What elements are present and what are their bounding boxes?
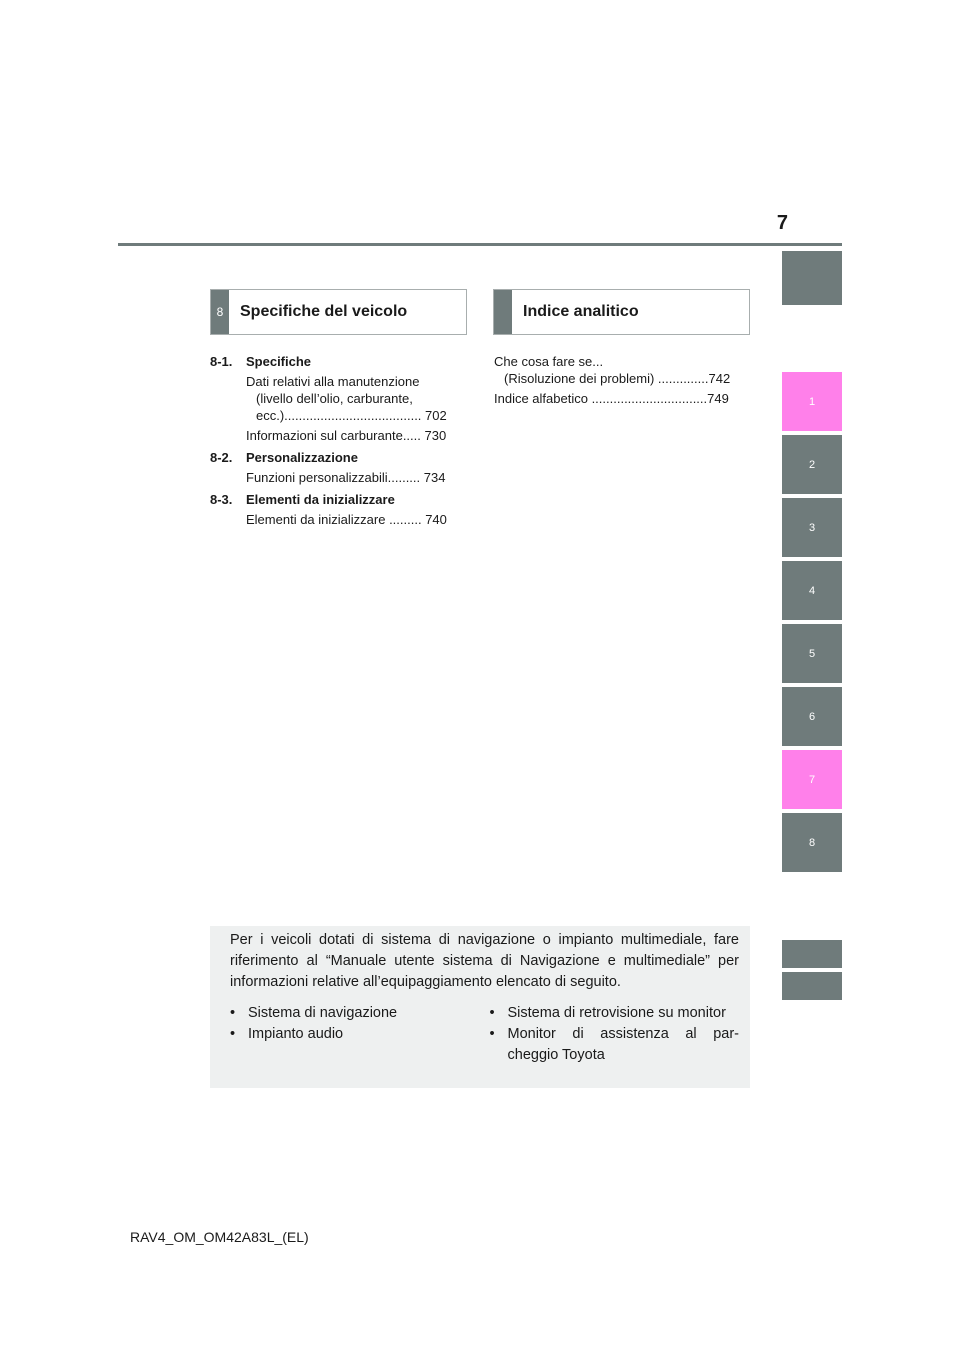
chapter-tab-label: 1 [808, 395, 816, 408]
chapter-tab-2[interactable] [782, 435, 842, 494]
toc-page-number: 749 [707, 391, 729, 406]
toc-entry-line[interactable]: Dati relativi alla manutenzione [246, 374, 420, 389]
chapter-tab-6[interactable] [782, 687, 842, 746]
chapter-tab-label: 6 [808, 710, 816, 723]
toc-entry-text: (Risoluzione dei problemi) [504, 371, 655, 386]
chapter-tab-3[interactable] [782, 498, 842, 557]
toc-chapter-8-3[interactable] [210, 491, 395, 508]
toc-entry-leader[interactable]: (Risoluzione dei problemi) ..............742 [504, 371, 731, 386]
list-item-text: Sistema di retrovisione su monitor [507, 1005, 726, 1021]
toc-page-number: 702 [425, 408, 447, 423]
chapter-title: Specifiche [246, 354, 312, 369]
toc-page-number: 740 [425, 512, 447, 527]
chapter-title: Elementi da inizializzare [246, 492, 395, 507]
note-intro-text: Per i veicoli dotati di sistema di navigazione o impianto multimediale, fare riferimento al “Manuale utente sistema di Navigazione e multimediale” per informazioni relative all’equipaggiamento elencato di seguito. [230, 932, 739, 990]
chapter-tab-8[interactable] [782, 813, 842, 872]
section-header-specifiche [210, 289, 467, 335]
list-item [230, 1024, 480, 1045]
toc-entry-leader[interactable]: Informazioni sul carburante..... 730 [246, 428, 447, 443]
toc-entry-text: Elementi da inizializzare [246, 512, 386, 527]
page-number: 7 [776, 212, 788, 234]
chapter-tab-4[interactable] [782, 561, 842, 620]
bullet-icon: • [489, 1026, 495, 1042]
toc-page-number: 742 [708, 371, 731, 386]
toc-page-number: 734 [423, 470, 446, 485]
bullet-icon: • [230, 1005, 236, 1021]
chapter-number: 8-3. [210, 492, 233, 507]
list-item-text: Impianto audio [248, 1026, 344, 1042]
list-item-text: Monitor di assistenza al par-cheggio Toyota [507, 1026, 739, 1063]
toc-entry-leader[interactable]: Elementi da inizializzare ......... 740 [246, 512, 447, 527]
chapter-tab-blank-bottom-1[interactable] [782, 940, 842, 968]
toc-entry-leader[interactable]: Funzioni personalizzabili......... 734 [246, 470, 446, 485]
chapter-title: Personalizzazione [246, 450, 358, 465]
toc-entry-text: ecc.) [256, 408, 285, 423]
toc-entry-line[interactable]: Che cosa fare se... [494, 354, 604, 369]
header-rule [118, 243, 842, 246]
chapter-tab-label: 8 [808, 836, 816, 849]
toc-entry-text: Informazioni sul carburante [246, 428, 403, 443]
bullet-icon: • [230, 1026, 236, 1042]
chapter-number: 8-1. [210, 354, 233, 369]
list-item [490, 1024, 740, 1066]
footer-document-code: RAV4_OM_OM42A83L_(EL) [130, 1229, 309, 1245]
chapter-tab-label: 3 [808, 521, 816, 534]
info-note-box [210, 926, 750, 1088]
note-list-left [230, 1003, 480, 1066]
note-list-right [490, 1003, 740, 1066]
toc-entry-leader[interactable]: Indice alfabetico ................................749 [494, 391, 729, 406]
chapter-tab-label: 7 [808, 773, 816, 786]
chapter-tab-label: 4 [808, 584, 816, 597]
chapter-tab-blank-bottom-2[interactable] [782, 972, 842, 1000]
list-item-text: Sistema di navigazione [248, 1005, 398, 1021]
toc-entry-leader[interactable]: ecc.)...................................... 702 [256, 408, 447, 423]
section-number: 8 [211, 290, 229, 334]
chapter-tab-5[interactable] [782, 624, 842, 683]
section-title: Indice analitico [523, 303, 639, 320]
toc-entry-line[interactable]: (livello dell’olio, carburante, [256, 391, 413, 406]
chapter-tab-1[interactable] [782, 372, 842, 431]
section-title: Specifiche del veicolo [240, 303, 408, 320]
bullet-icon: • [489, 1005, 495, 1021]
section-header-indice [493, 289, 750, 335]
list-item [230, 1003, 480, 1024]
section-number-blank [494, 290, 512, 334]
chapter-tab-label: 2 [808, 458, 816, 471]
chapter-number: 8-2. [210, 450, 233, 465]
chapter-tab-7[interactable] [782, 750, 842, 809]
chapter-tab-blank-top[interactable] [782, 251, 842, 305]
toc-entry-text: Indice alfabetico [494, 391, 588, 406]
toc-entry-text: Funzioni personalizzabili [246, 470, 388, 485]
toc-chapter-8-2[interactable] [210, 449, 358, 466]
chapter-tab-label: 5 [808, 647, 816, 660]
toc-chapter-8-1[interactable] [210, 353, 311, 370]
toc-page-number: 730 [424, 428, 447, 443]
list-item [490, 1003, 740, 1024]
